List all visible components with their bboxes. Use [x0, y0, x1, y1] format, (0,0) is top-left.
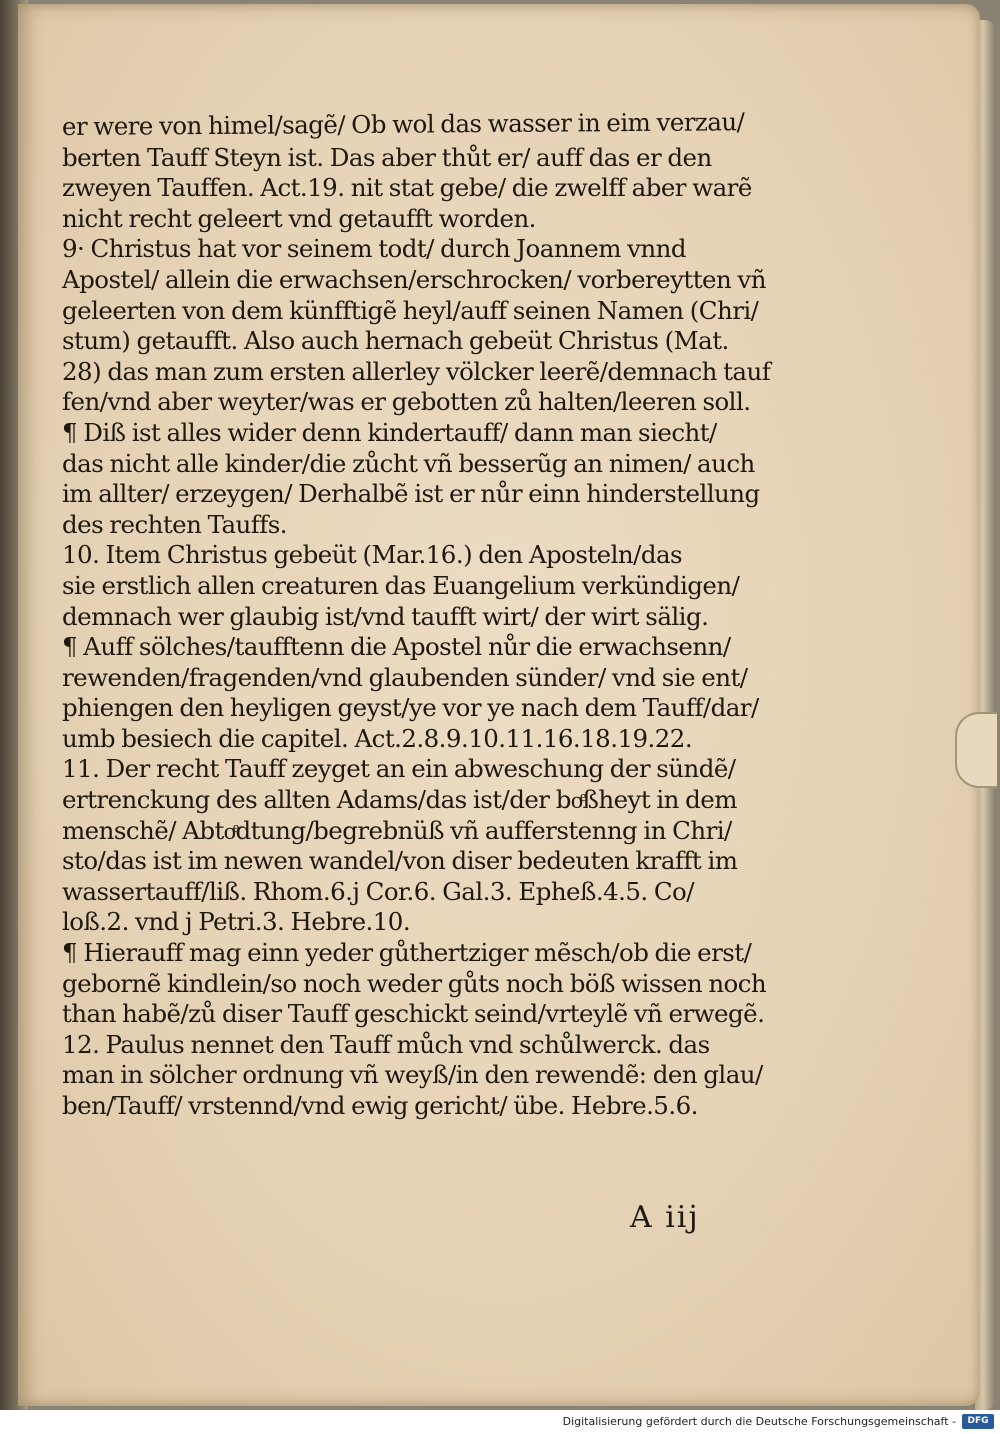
text-line: loß.2. vnd j Petri.3. Hebre.10.	[62, 907, 411, 937]
text-line: das nicht alle kinder/die zůcht vñ besserũg an nimen/ auch	[62, 448, 755, 478]
text-line: 12. Paulus nennet den Tauff můch vnd schůlwerck. das	[62, 1029, 710, 1059]
footer-bar	[0, 1410, 1000, 1434]
dfg-logo-icon: DFG	[962, 1414, 994, 1429]
text-line: ¶ Auff sölches/taufftenn die Apostel nůr die erwachsenn/	[62, 632, 731, 662]
text-line: wassertauff/liß. Rhom.6.j Cor.6. Gal.3. Epheß.4.5. Co/	[62, 876, 694, 906]
text-line: stum) getaufft. Also auch hernach gebeüt Christus (Mat.	[62, 326, 729, 356]
text-line: Apostel/ allein die erwachsen/erschrocken/ vorbereytten vñ	[62, 264, 766, 294]
text-line: nicht recht geleert vnd getaufft worden.	[62, 203, 536, 233]
text-line: demnach wer glaubig ist/vnd taufft wirt/ der wirt sälig.	[62, 601, 709, 631]
text-line: phiengen den heyligen geyst/ye vor ye nach dem Tauff/dar/	[62, 693, 759, 723]
text-line: ¶ Hierauff mag einn yeder gůthertziger mẽsch/ob die erst/	[62, 938, 752, 968]
text-line: 28) das man zum ersten allerley völcker leerẽ/demnach tauf	[62, 356, 771, 386]
text-line: fen/vnd aber weyter/was er gebotten zů halten/leeren soll.	[62, 387, 751, 417]
text-line: 11. Der recht Tauff zeyget an ein abweschung der sündẽ/	[62, 754, 736, 784]
text-line: 9· Christus hat vor seinem todt/ durch Joannem vnnd	[62, 234, 687, 264]
signature-mark: A iij	[630, 1200, 700, 1235]
text-line: ben/Tauff/ vrstennd/vnd ewig gericht/ übe. Hebre.5.6.	[62, 1091, 698, 1120]
text-line: than habẽ/zů diser Tauff geschickt seind/vrteylẽ vñ erwegẽ.	[62, 999, 765, 1029]
page-thumb-tab	[955, 712, 997, 788]
text-line: geleerten von dem künfftigẽ heyl/auff seinen Namen (Chri/	[62, 295, 759, 325]
text-line: sto/das ist im newen wandel/von diser bedeuten krafft im	[62, 846, 738, 876]
text-line: menschẽ/ Abtoͤdtung/begrebnüß vñ aufferstenng in Chri/	[62, 815, 732, 845]
text-line: er were von himel/sagẽ/ Ob wol das wasser in eim verzau/	[61, 107, 745, 141]
text-line: umb besiech die capitel. Act.2.8.9.10.11.16.18.19.22.	[62, 723, 693, 753]
text-line: man in sölcher ordnung vñ weyß/in den rewendẽ: den glau/	[62, 1060, 763, 1090]
text-line: 10. Item Christus gebeüt (Mar.16.) den Aposteln/das	[62, 540, 683, 570]
text-line: gebornẽ kindlein/so noch weder gůts noch böß wissen noch	[62, 968, 767, 998]
text-line: sie erstlich allen creaturen das Euangelium verkündigen/	[62, 570, 740, 600]
text-line: des rechten Tauffs.	[62, 509, 288, 539]
text-line: berten Tauff Steyn ist. Das aber thůt er/ auff das er den	[62, 142, 712, 172]
text-line: ¶ Diß ist alles wider denn kindertauff/ dann man siecht/	[62, 417, 717, 447]
footer-credit: Digitalisierung gefördert durch die Deutsche Forschungsgemeinschaft -	[562, 1415, 956, 1428]
text-line: ertrenckung des allten Adams/das ist/der boͤßheyt in dem	[62, 785, 737, 815]
text-line: im allter/ erzeygen/ Derhalbẽ ist er nůr einn hinderstellung	[62, 479, 760, 509]
text-line: rewenden/fragenden/vnd glaubenden sünder/ vnd sie ent/	[62, 662, 748, 692]
text-line: zweyen Tauffen. Act.19. nit stat gebe/ die zwelff aber warẽ	[62, 173, 752, 203]
page-text-block	[61, 107, 778, 1122]
